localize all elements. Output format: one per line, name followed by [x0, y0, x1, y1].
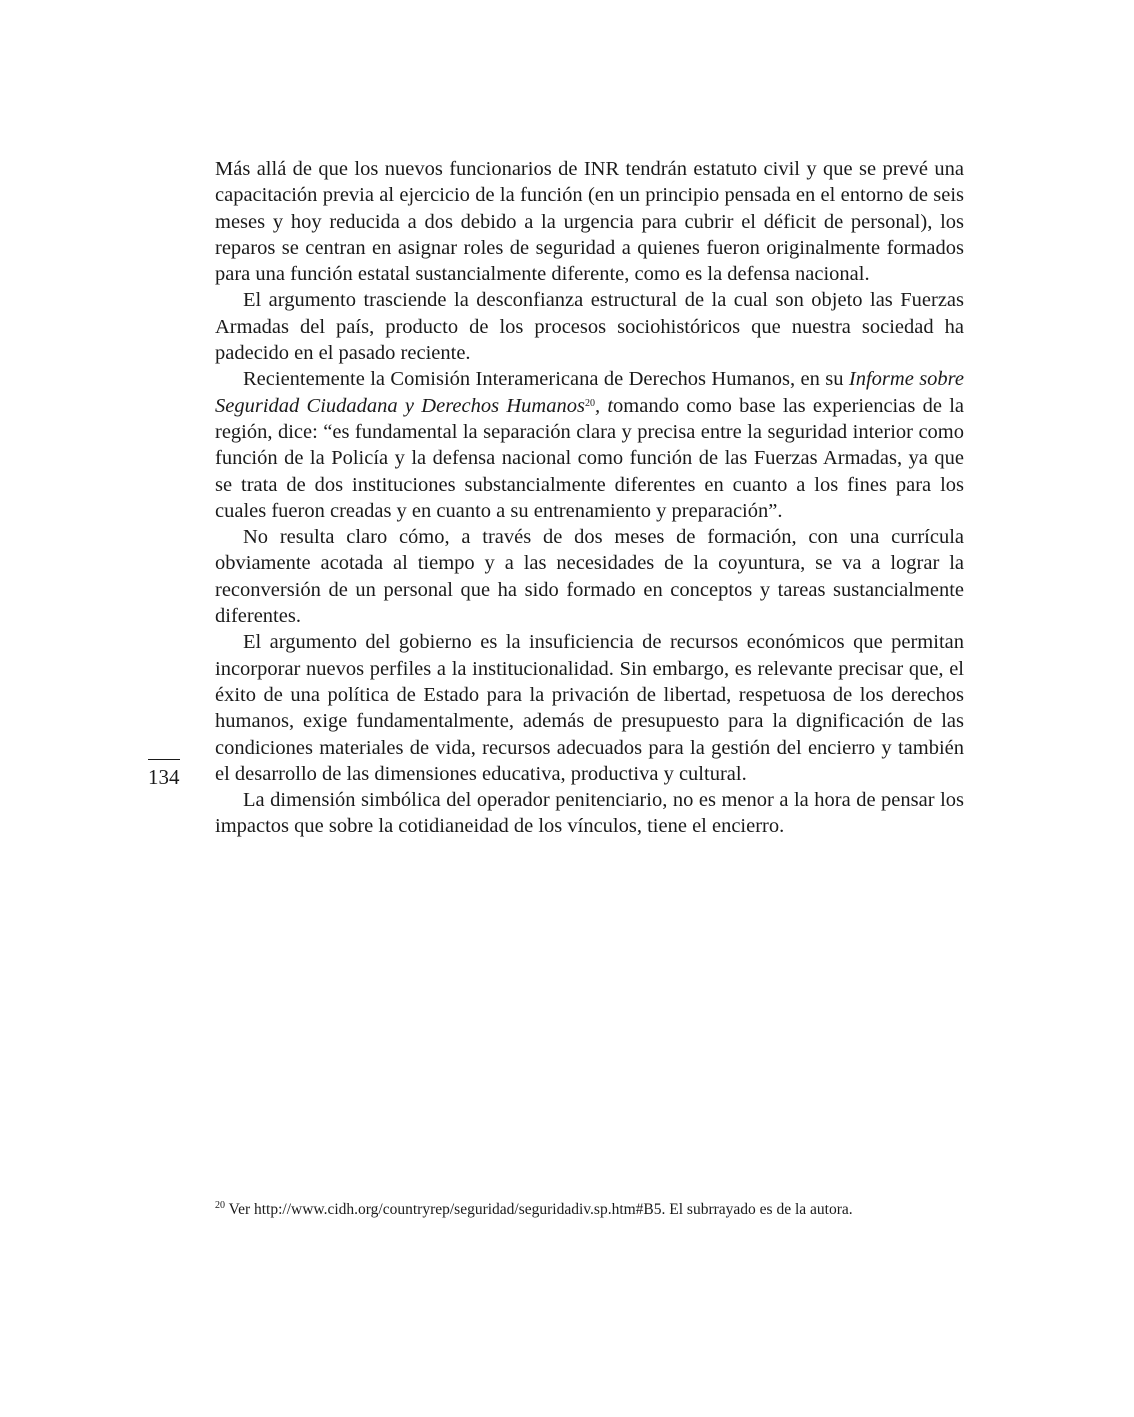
paragraph-6: La dimensión simbólica del operador penitenciario, no es menor a la hora de pensar los impactos que sobre la cotidianeidad de los vínculos, tiene el encierro.	[215, 789, 964, 838]
report-title: Informe sobre Seguridad Ciudadana y Derechos Humanos	[215, 368, 964, 417]
paragraph-4: No resulta claro cómo, a través de dos meses de formación, con una currícula obviamente acotada al tiempo y a las necesidades de la coyuntura, se va a lograr la reconversión de un personal que ha sido formado en conceptos y tareas sustancialmente diferentes.	[215, 526, 964, 628]
paragraph-3-italic-tail: , t	[594, 394, 614, 417]
paragraph-3-quote: omando como base las experiencias de la región, dice: “es fundamental la separación clara y precisa entre la seguridad interior como función de la Policía y la defensa nacional como función de las Fuerzas Armadas, ya que se trata de dos instituciones substancialmente diferentes en cuanto a los fines para los cuales fueron creadas y en cuanto a su entrenamiento y preparación”.	[215, 394, 964, 522]
footnote-number: 20	[215, 1200, 225, 1211]
paragraph-3	[215, 366, 964, 524]
page-number: 134	[148, 765, 180, 789]
paragraph-3-intro: Recientemente la Comisión Interamericana de Derechos Humanos, en su	[243, 368, 849, 391]
footnote	[215, 1200, 975, 1220]
page-number-rule	[148, 759, 180, 760]
paragraph-5: El argumento del gobierno es la insuficiencia de recursos económicos que permitan incorporar nuevos perfiles a la institucionalidad. Sin embargo, es relevante precisar que, el éxito de una política de Estado para la privación de libertad, respetuosa de los derechos humanos, exige fundamentalmente, además de presupuesto para la dignificación de las condiciones materiales de vida, recursos adecuados para la gestión del encierro y también el desarrollo de las dimensiones educativa, productiva y cultural.	[215, 631, 964, 785]
footnote-text: Ver http://www.cidh.org/countryrep/seguridad/seguridadiv.sp.htm#B5. El subrrayado es de la autora.	[225, 1201, 853, 1218]
footnote-reference[interactable]: 20	[584, 397, 595, 409]
body-text	[215, 156, 964, 840]
paragraph-2: El argumento trasciende la desconfianza estructural de la cual son objeto las Fuerzas Armadas del país, producto de los procesos sociohistóricos que nuestra sociedad ha padecido en el pasado reciente.	[215, 289, 964, 365]
paragraph-1: Más allá de que los nuevos funcionarios de INR tendrán estatuto civil y que se prevé una capacitación previa al ejercicio de la función (en un principio pensada en el entorno de seis meses y hoy reducida a dos debido a la urgencia para cubrir el déficit de personal), los reparos se centran en asignar roles de seguridad a quienes fueron originalmente formados para una función estatal sustancialmente diferente, como es la defensa nacional.	[215, 158, 964, 286]
